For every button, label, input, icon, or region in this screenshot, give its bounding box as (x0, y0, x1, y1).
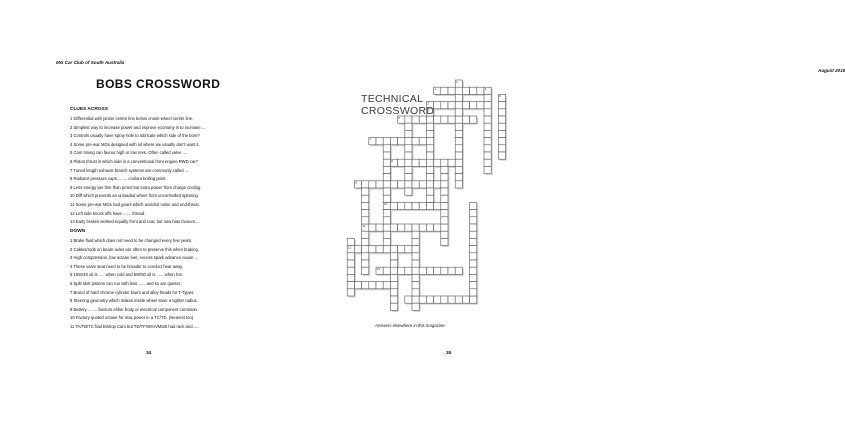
grid-cell[interactable] (448, 296, 455, 303)
grid-cell[interactable] (426, 159, 433, 166)
grid-clue-number: 8 (391, 159, 393, 163)
grid-cell[interactable] (412, 260, 419, 267)
left-page (0, 0, 300, 424)
grid-cell[interactable] (441, 224, 448, 231)
grid-cell[interactable] (434, 102, 441, 109)
grid-cell[interactable] (426, 166, 433, 173)
grid-clue-number: 1 (434, 87, 436, 91)
page-title: BOBS CROSSWORD (96, 77, 221, 91)
grid-cell[interactable] (448, 116, 455, 123)
grid-cell[interactable] (470, 289, 477, 296)
crossword-title-line-1: TECHNICAL (361, 93, 424, 105)
grid-cell[interactable] (455, 267, 462, 274)
grid-cell[interactable] (484, 166, 491, 173)
down-clue: 9 Battery ........ favours either body or electrical component corrosion. (70, 306, 199, 312)
grid-cell[interactable] (441, 195, 448, 202)
grid-cell[interactable] (398, 181, 405, 188)
across-clue: 5 Cam timing can favour high or low revs. Often called valve ..... (70, 150, 189, 156)
grid-cell[interactable] (441, 267, 448, 274)
grid-cell[interactable] (390, 246, 397, 253)
grid-cell[interactable] (398, 267, 405, 274)
grid-cell[interactable] (470, 231, 477, 238)
grid-cell[interactable] (455, 123, 462, 130)
grid-cell[interactable] (441, 231, 448, 238)
grid-cell[interactable] (441, 296, 448, 303)
grid-cell[interactable] (470, 282, 477, 289)
down-clue: 8 Steering geometry which makes inside wheel steer a tighter radius. (70, 298, 198, 304)
grid-cell[interactable] (390, 181, 397, 188)
grid-cell[interactable] (398, 202, 405, 209)
grid-cell[interactable] (405, 145, 412, 152)
grid-cell[interactable] (412, 116, 419, 123)
grid-cell[interactable] (376, 138, 383, 145)
grid-cell[interactable] (412, 159, 419, 166)
grid-cell[interactable] (390, 267, 397, 274)
grid-cell[interactable] (441, 116, 448, 123)
grid-cell[interactable] (412, 181, 419, 188)
grid-cell[interactable] (426, 138, 433, 145)
grid-cell[interactable] (455, 109, 462, 116)
grid-cell[interactable] (362, 188, 369, 195)
grid-cell[interactable] (347, 260, 354, 267)
club-header: MG Car Club of South Australia (56, 60, 125, 65)
crossword-caption: Answers elsewhere in this magazine (375, 323, 445, 328)
grid-cell[interactable] (383, 267, 390, 274)
grid-cell[interactable] (419, 159, 426, 166)
across-heading: CLUES ACROSS (70, 107, 108, 112)
down-clue: 1 Brake fluid which does not need to be changed every few years. (70, 238, 193, 243)
grid-cell[interactable] (448, 87, 455, 94)
grid-cell[interactable] (441, 87, 448, 94)
grid-cell[interactable] (470, 87, 477, 94)
grid-cell[interactable] (484, 116, 491, 123)
grid-cell[interactable] (369, 246, 376, 253)
grid-cell[interactable] (412, 253, 419, 260)
grid-cell[interactable] (412, 289, 419, 296)
grid-cell[interactable] (390, 224, 397, 231)
grid-cell[interactable] (455, 296, 462, 303)
grid-cell[interactable] (383, 174, 390, 181)
grid-cell[interactable] (362, 267, 369, 274)
grid-clue-number: 6 (499, 94, 501, 99)
grid-cell[interactable] (484, 130, 491, 137)
grid-cell[interactable] (405, 123, 412, 130)
grid-cell[interactable] (455, 159, 462, 166)
grid-cell[interactable] (383, 166, 390, 173)
grid-cell[interactable] (455, 87, 462, 94)
grid-cell[interactable] (455, 152, 462, 159)
grid-cell[interactable] (426, 202, 433, 209)
grid-cell[interactable] (383, 138, 390, 145)
grid-cell[interactable] (470, 296, 477, 303)
grid-cell[interactable] (419, 224, 426, 231)
grid-cell[interactable] (376, 282, 383, 289)
grid-cell[interactable] (448, 267, 455, 274)
grid-clue-number: 7 (369, 137, 372, 142)
grid-cell[interactable] (390, 289, 397, 296)
across-clue: 9 Less energy per litre than petrol but extra power from charge cooling. (70, 184, 202, 190)
grid-cell[interactable] (347, 253, 354, 260)
grid-cell[interactable] (426, 224, 433, 231)
grid-cell[interactable] (412, 282, 419, 289)
grid-cell[interactable] (412, 238, 419, 245)
crossword-title-line-2: CROSSWORD (361, 105, 435, 117)
across-clue: 1 Differential with pinion centre line below crown-wheel centre line. (70, 116, 194, 121)
grid-cell[interactable] (484, 102, 491, 109)
grid-cell[interactable] (484, 159, 491, 166)
grid-cell[interactable] (498, 109, 505, 116)
down-clue: 4 These valve seat need to be broader to conduct heat away. (70, 263, 184, 269)
grid-cell[interactable] (383, 224, 390, 231)
grid-cell[interactable] (412, 202, 419, 209)
grid-cell[interactable] (455, 94, 462, 101)
grid-cell[interactable] (412, 303, 419, 310)
grid-cell[interactable] (405, 246, 412, 253)
page-number-right: 35 (446, 351, 452, 356)
grid-cell[interactable] (412, 138, 419, 145)
grid-cell[interactable] (441, 174, 448, 181)
grid-cell[interactable] (362, 282, 369, 289)
grid-cell[interactable] (369, 224, 376, 231)
across-clue: 6 Piston thrust is which side in a conventional front engine RWD car? (70, 158, 198, 164)
grid-cell[interactable] (455, 166, 462, 173)
grid-cell[interactable] (398, 138, 405, 145)
grid-cell[interactable] (441, 202, 448, 209)
grid-cell[interactable] (455, 138, 462, 145)
grid-clue-number: 11 (362, 223, 366, 228)
grid-cell[interactable] (412, 296, 419, 303)
grid-cell[interactable] (383, 210, 390, 217)
grid-cell[interactable] (448, 102, 455, 109)
grid-cell[interactable] (470, 274, 477, 281)
grid-cell[interactable] (470, 224, 477, 231)
grid-cell[interactable] (484, 138, 491, 145)
grid-cell[interactable] (477, 102, 484, 109)
grid-cell[interactable] (470, 217, 477, 224)
grid-cell[interactable] (398, 159, 405, 166)
grid-clue-number: 10 (384, 202, 388, 207)
grid-cell[interactable] (470, 210, 477, 217)
grid-cell[interactable] (441, 210, 448, 217)
grid-cell[interactable] (434, 202, 441, 209)
grid-cell[interactable] (347, 289, 354, 296)
grid-cell[interactable] (484, 123, 491, 130)
down-clue: 6 Split skirt pistons can run with less ...... and so are quieter. (70, 280, 182, 286)
grid-cell[interactable] (434, 296, 441, 303)
grid-cell[interactable] (441, 188, 448, 195)
grid-cell[interactable] (405, 202, 412, 209)
grid-cell[interactable] (498, 130, 505, 137)
grid-cell[interactable] (455, 174, 462, 181)
grid-cell[interactable] (362, 202, 369, 209)
down-clue-list (70, 237, 270, 332)
grid-cell[interactable] (376, 246, 383, 253)
grid-cell[interactable] (376, 181, 383, 188)
grid-cell[interactable] (426, 174, 433, 181)
grid-cell[interactable] (470, 267, 477, 274)
grid-cell[interactable] (383, 282, 390, 289)
grid-cell[interactable] (419, 202, 426, 209)
grid-cell[interactable] (383, 159, 390, 166)
grid-cell[interactable] (347, 274, 354, 281)
grid-cell[interactable] (426, 145, 433, 152)
grid-cell[interactable] (369, 282, 376, 289)
grid-cell[interactable] (434, 224, 441, 231)
grid-cell[interactable] (405, 116, 412, 123)
grid-cell[interactable] (412, 231, 419, 238)
grid-clue-number: 2 (456, 79, 458, 84)
grid-cell[interactable] (484, 145, 491, 152)
date-header: August 2019 (818, 68, 845, 73)
grid-cell[interactable] (470, 116, 477, 123)
grid-cell[interactable] (412, 246, 419, 253)
across-clue: 8 Radiator pressure caps......... coolant boiling point. (70, 176, 167, 182)
grid-cell[interactable] (419, 296, 426, 303)
grid-cell[interactable] (498, 138, 505, 145)
grid-cell[interactable] (398, 224, 405, 231)
grid-clue-number: 9 (355, 180, 357, 185)
grid-cell[interactable] (470, 260, 477, 267)
grid-cell[interactable] (362, 246, 369, 253)
grid-cell[interactable] (498, 123, 505, 130)
grid-clue-number: 3 (427, 101, 429, 106)
grid-cell[interactable] (484, 109, 491, 116)
grid-cell[interactable] (441, 217, 448, 224)
grid-cell[interactable] (390, 282, 397, 289)
grid-cell[interactable] (369, 181, 376, 188)
grid-cell[interactable] (354, 246, 361, 253)
grid-cell[interactable] (405, 224, 412, 231)
grid-cell[interactable] (390, 253, 397, 260)
grid-cell[interactable] (441, 166, 448, 173)
grid-cell[interactable] (362, 181, 369, 188)
across-clue: 11 Some pre-war MGs had gears which avoided noise and end-thrust. (70, 201, 200, 207)
grid-cell[interactable] (362, 253, 369, 260)
across-clue: 13 Early brakes worked equally front and rear, but now bias favours.... (70, 219, 200, 225)
grid-cell[interactable] (390, 138, 397, 145)
grid-cell[interactable] (405, 152, 412, 159)
grid-cell[interactable] (405, 181, 412, 188)
grid-cell[interactable] (434, 159, 441, 166)
grid-cell[interactable] (434, 181, 441, 188)
down-clue: 10 Factory quoted octane for max power in a TC/TD. (Nearest ten) (70, 315, 194, 321)
grid-cell[interactable] (426, 130, 433, 137)
grid-cell[interactable] (383, 152, 390, 159)
grid-cell[interactable] (405, 138, 412, 145)
grid-cell[interactable] (498, 116, 505, 123)
grid-cell[interactable] (470, 246, 477, 253)
grid-cell[interactable] (462, 116, 469, 123)
down-clue: 3 High compression, low octane fuel, excess spark advance cause ... (70, 255, 199, 261)
grid-cell[interactable] (498, 102, 505, 109)
grid-cell[interactable] (441, 102, 448, 109)
grid-cell[interactable] (390, 202, 397, 209)
grid-cell[interactable] (426, 152, 433, 159)
grid-cell[interactable] (347, 282, 354, 289)
down-clue: 5 15W/40 oil is ..... when cold and 5W/50 oil is ...... when hot. (70, 272, 183, 278)
grid-cell[interactable] (390, 303, 397, 310)
grid-cell[interactable] (383, 181, 390, 188)
grid-cell[interactable] (419, 138, 426, 145)
grid-cell[interactable] (362, 210, 369, 217)
across-clue: 4 Some pre-war MGs designed with oil where we usually don't want it. (70, 141, 200, 147)
grid-cell[interactable] (455, 102, 462, 109)
grid-cell[interactable] (426, 195, 433, 202)
grid-cell[interactable] (362, 231, 369, 238)
grid-cell[interactable] (434, 267, 441, 274)
grid-clue-number: 12 (348, 245, 352, 250)
grid-cell[interactable] (383, 246, 390, 253)
grid-cell[interactable] (448, 159, 455, 166)
grid-cell[interactable] (426, 181, 433, 188)
grid-cell[interactable] (383, 238, 390, 245)
grid-cell[interactable] (390, 260, 397, 267)
grid-cell[interactable] (477, 87, 484, 94)
grid-cell[interactable] (383, 145, 390, 152)
grid-cell[interactable] (362, 195, 369, 202)
across-clue: 3 Controls usually have spray hole to lubricate which side of the bore? (70, 133, 200, 139)
grid-cell[interactable] (383, 188, 390, 195)
grid-cell[interactable] (412, 274, 419, 281)
grid-cell[interactable] (347, 267, 354, 274)
grid-cell[interactable] (419, 267, 426, 274)
grid-cell[interactable] (426, 267, 433, 274)
grid-cell[interactable] (455, 181, 462, 188)
grid-cell[interactable] (412, 224, 419, 231)
grid-cell[interactable] (383, 231, 390, 238)
grid-cell[interactable] (462, 296, 469, 303)
crossword-title (361, 93, 434, 117)
grid-cell[interactable] (434, 116, 441, 123)
grid-cell[interactable] (470, 253, 477, 260)
grid-cell[interactable] (405, 159, 412, 166)
grid-cell[interactable] (362, 238, 369, 245)
grid-cell[interactable] (362, 260, 369, 267)
down-heading: DOWN (70, 229, 86, 234)
grid-cell[interactable] (441, 181, 448, 188)
page-number-left: 34 (146, 351, 152, 356)
grid-cell[interactable] (383, 217, 390, 224)
grid-cell[interactable] (412, 267, 419, 274)
grid-cell[interactable] (419, 116, 426, 123)
grid-cell[interactable] (484, 94, 491, 101)
grid-cell[interactable] (484, 152, 491, 159)
across-clue: 12 Left side knock offs have ....... thread. (70, 210, 146, 216)
grid-cell[interactable] (405, 130, 412, 137)
grid-cell[interactable] (390, 274, 397, 281)
down-clue: 11 TA/TB/TC had Bishop Cam but TD/TF/MGA/MGB had rack and...... (70, 323, 200, 329)
grid-cell[interactable] (470, 202, 477, 209)
grid-cell[interactable] (441, 238, 448, 245)
grid-cell[interactable] (426, 296, 433, 303)
grid-cell[interactable] (405, 174, 412, 181)
grid-cell[interactable] (405, 166, 412, 173)
grid-cell[interactable] (498, 152, 505, 159)
grid-cell[interactable] (462, 87, 469, 94)
grid-cell[interactable] (441, 159, 448, 166)
across-clue: 10 Diff which prevents an unloaded wheel from uncontrolled spinning. (70, 193, 199, 199)
grid-cell[interactable] (405, 267, 412, 274)
grid-cell[interactable] (426, 188, 433, 195)
across-clue: 7 Tuned length exhaust branch systems are commonly called .... (70, 167, 190, 173)
grid-clue-number: 13 (376, 267, 380, 271)
grid-cell[interactable] (470, 102, 477, 109)
grid-cell[interactable] (470, 238, 477, 245)
grid-cell[interactable] (405, 296, 412, 303)
grid-cell[interactable] (390, 296, 397, 303)
grid-cell[interactable] (426, 123, 433, 130)
across-clue: 2 Simplest way to increase power and improve economy is to increase.... (70, 124, 206, 130)
grid-cell[interactable] (376, 224, 383, 231)
grid-clue-number: 5 (398, 115, 400, 120)
grid-clue-number: 4 (484, 87, 487, 91)
grid-cell[interactable] (455, 116, 462, 123)
grid-cell[interactable] (498, 145, 505, 152)
down-clue: 7 Brand of hard chrome cylinder liners and alloy heads for T-Types. (70, 289, 195, 295)
grid-cell[interactable] (419, 181, 426, 188)
grid-cell[interactable] (405, 188, 412, 195)
grid-cell[interactable] (462, 102, 469, 109)
grid-cell[interactable] (426, 116, 433, 123)
grid-cell[interactable] (354, 282, 361, 289)
grid-cell[interactable] (455, 130, 462, 137)
across-clue-list (70, 115, 270, 227)
grid-cell[interactable] (455, 145, 462, 152)
down-clue: 2 Cables/rods on beam axles are often to preserve this when braking. (70, 246, 199, 252)
grid-cell[interactable] (398, 246, 405, 253)
